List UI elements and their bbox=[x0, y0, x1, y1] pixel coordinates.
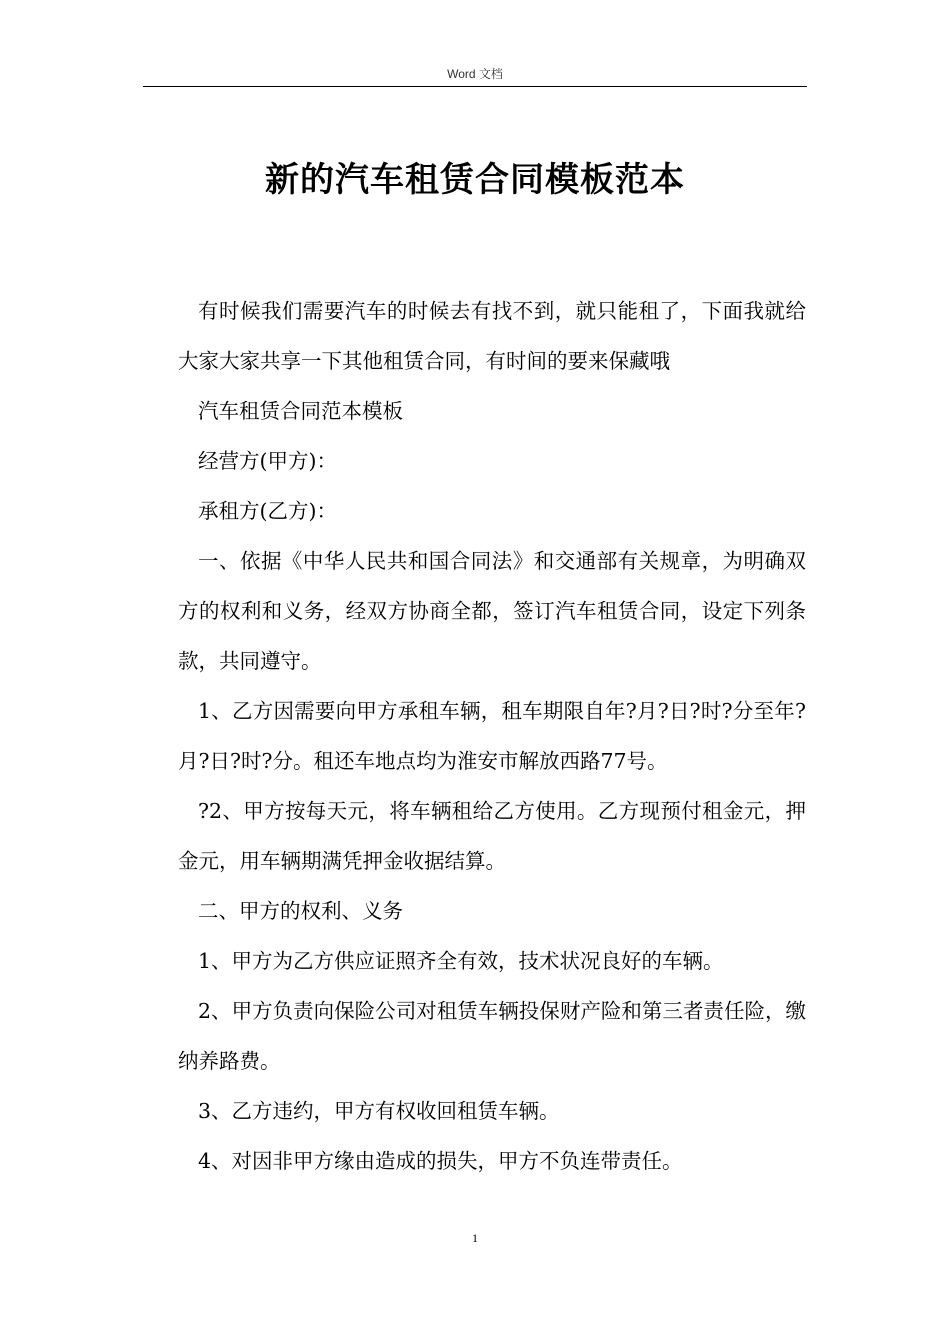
paragraph-clause-1-2: ?2、甲方按每天元，将车辆租给乙方使用。乙方现预付租金元，押金元，用车辆期满凭押金收据结算。 bbox=[178, 799, 806, 873]
page-header: Word 文档 bbox=[447, 67, 503, 81]
document-title: 新的汽车租赁合同模板范本 bbox=[265, 160, 685, 200]
paragraph-clause-1-1: 1、乙方因需要向甲方承租车辆，租车期限自年?月?日?时?分至年?月?日?时?分。租还车地点均为淮安市解放西路77号。 bbox=[178, 699, 806, 773]
paragraph-party-b: 承租方(乙方)： bbox=[198, 499, 337, 523]
header-divider bbox=[143, 86, 807, 87]
page-number: 1 bbox=[472, 1231, 478, 1245]
paragraph-clause-2-3: 3、乙方违约，甲方有权收回租赁车辆。 bbox=[198, 1099, 560, 1123]
paragraph-clause-2-1: 1、甲方为乙方供应证照齐全有效，技术状况良好的车辆。 bbox=[198, 949, 724, 973]
paragraph-subtitle: 汽车租赁合同范本模板 bbox=[198, 399, 403, 423]
paragraph-clause-2-4: 4、对因非甲方缘由造成的损失，甲方不负连带责任。 bbox=[198, 1149, 683, 1173]
document-body bbox=[178, 286, 806, 1186]
paragraph-intro: 有时候我们需要汽车的时候去有找不到，就只能租了，下面我就给大家大家共享一下其他租赁合同，有时间的要来保藏哦 bbox=[178, 299, 806, 373]
paragraph-clause-2-2: 2、甲方负责向保险公司对租赁车辆投保财产险和第三者责任险，缴纳养路费。 bbox=[178, 999, 806, 1073]
paragraph-party-a: 经营方(甲方)： bbox=[198, 449, 337, 473]
paragraph-section-2: 二、甲方的权利、义务 bbox=[198, 899, 403, 923]
paragraph-section-1: 一、依据《中华人民共和国合同法》和交通部有关规章，为明确双方的权利和义务，经双方协商全都，签订汽车租赁合同，设定下列条款，共同遵守。 bbox=[178, 549, 806, 673]
